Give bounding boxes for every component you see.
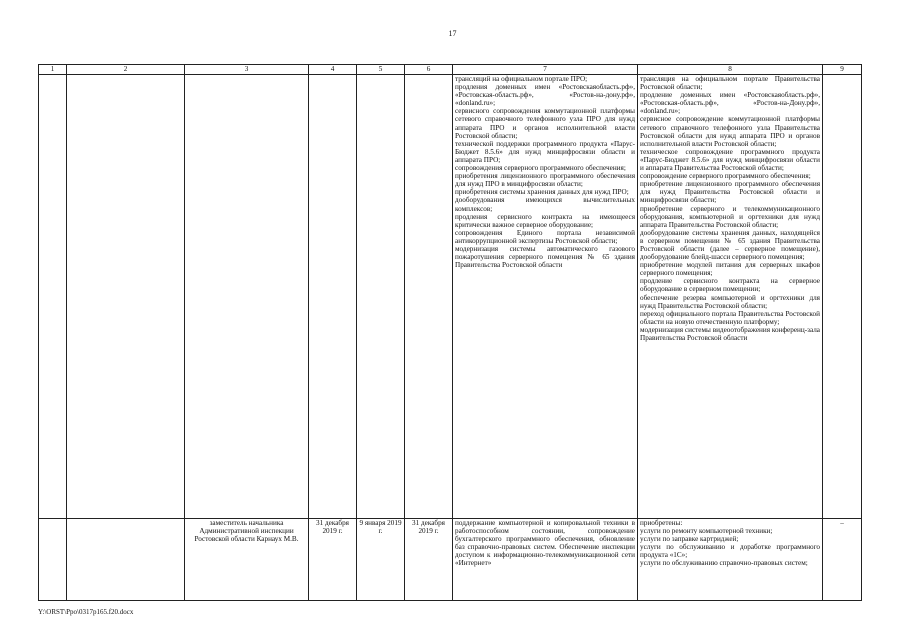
column-number-row	[39, 65, 862, 75]
table-cell	[309, 75, 357, 519]
list-item: приобретения лицензионного программного обеспечения для нужд ПРО в минцифросвязи области;	[455, 172, 635, 189]
list-item: трансляция на официальном портале Правительства Ростовской области;	[640, 75, 820, 92]
list-item: сервисное сопровождение коммутационной платформы сетевого справочного телефонного узла Правительства Ростовской области для нужд аппарата ПРО и органов исполнительной власти Ростовской области;	[640, 115, 820, 148]
results-cell	[638, 519, 823, 601]
list-item: модернизация системы автоматического газового пожаротушения серверного помещения № 65 здания Правительства Ростовской области	[455, 244, 635, 270]
table-cell	[357, 75, 405, 519]
list-item: приобретение лицензионного программного обеспечения для нужд Правительства Ростовской области и минцифросвязи области;	[640, 180, 820, 205]
measures-cell	[453, 75, 638, 519]
list-item: обеспечение резерва компьютерной и оргтехники для нужд Правительства Ростовской области;	[640, 293, 820, 310]
list-item: сопровождения Единого портала независимой антикоррупционной экспертизы Ростовской области;	[455, 228, 635, 245]
list-item: сопровождения серверного программного обеспечения;	[455, 164, 626, 173]
list-item: услуги по заправке картриджей;	[640, 535, 739, 544]
list-item: приобретены:	[640, 519, 683, 527]
list-item: продления сервисного контракта на имеющееся критически важное серверное оборудование;	[455, 212, 635, 229]
table-cell	[67, 519, 185, 601]
results-cell	[638, 75, 823, 519]
column-header: 6	[405, 65, 453, 75]
column-header: 3	[185, 65, 309, 75]
responsible-cell: заместитель начальника Административной инспекции Ростовской области Карнаух М.В.	[185, 519, 309, 601]
column-header: 1	[39, 65, 67, 75]
list-item: сервисного сопровождения коммутационной платформы сетевого справочного телефонного узла ПРО для нужд аппарата ПРО и органов исполнительной власти Ростовской области;	[455, 107, 635, 140]
list-item: сопровождение серверного программного обеспечения;	[640, 172, 811, 181]
column-header: 2	[67, 65, 185, 75]
notes-cell: –	[823, 519, 862, 601]
list-item: приобретение модулей питания для серверных шкафов серверного помещения;	[640, 261, 820, 278]
list-item: услуги по ремонту компьютерной техники;	[640, 527, 773, 536]
file-path: Y:\ORST\Ppo\0317p165.f20.docx	[38, 608, 134, 616]
table-cell	[823, 75, 862, 519]
list-item: продление сервисного контракта на серверное оборудование в серверном помещении;	[640, 277, 820, 294]
list-item: модернизация системы видеоотображения конференц-зала Правительства Ростовской области	[640, 325, 820, 342]
column-header: 7	[453, 65, 638, 75]
column-header: 8	[638, 65, 823, 75]
end-date-cell: 31 декабря 2019 г.	[405, 519, 453, 601]
table-cell	[39, 75, 67, 519]
table-cell	[39, 519, 67, 601]
list-item: услуги по обслуживанию справочно-правовых систем;	[640, 559, 808, 568]
list-item: услуги по обслуживанию и доработке программного продукта «1С»;	[640, 543, 820, 560]
list-item: дооборудования имеющихся вычислительных комплексов;	[455, 196, 635, 213]
column-header: 4	[309, 65, 357, 75]
column-header: 5	[357, 65, 405, 75]
table-row	[39, 75, 862, 519]
list-item: дооборудование системы хранения данных, находящейся в серверном помещении № 65 здания Правительства Ростовской области (далее – серверное помещение), дооборудование блейд-шасси серверного помещения;	[640, 228, 820, 262]
table-row	[39, 519, 862, 601]
list-item: переход официального портала Правительства Ростовской области на новую отечественную платформу;	[640, 309, 820, 326]
start-date-cell: 9 января 2019 г.	[357, 519, 405, 601]
planned-date-cell: 31 декабря 2019 г.	[309, 519, 357, 601]
list-item: техническое сопровождение программного продукта «Парус-Бюджет 8.5.6» для нужд минцифросвязи области и аппарата Правительства Ростовской области;	[640, 147, 820, 173]
page-number: 17	[448, 29, 457, 38]
list-item: технической поддержки программного продукта «Парус-Бюджет 8.5.6» для нужд минцифросвязи области и аппарата ПРО;	[455, 139, 635, 164]
list-item: приобретение серверного и телекоммуникационного оборудования, компьютерной и оргтехники для нужд аппарата Правительства Ростовской области;	[640, 204, 820, 229]
table-cell	[405, 75, 453, 519]
list-item: продление доменных имен «Ростовскаяобласть.рф», «Ростовская-область.рф», «Ростов-на-Дону.рф», «donland.ru»;	[640, 91, 820, 116]
measures-cell: поддержание компьютерной и копировальной техники в работоспособном состоянии, сопровождение бухгалтерского программного обеспечения, обновление баз справочно-правовых систем. Обеспечение инспекции доступом к информационно-телекоммуникационной сети «Интернет»	[453, 519, 638, 601]
column-header: 9	[823, 65, 862, 75]
list-item: трансляций на официальном портале ПРО;	[455, 75, 588, 83]
report-table	[38, 64, 862, 601]
list-item: продления доменных имен «Ростовскаяобласть.рф», «Ростовская-область.рф», «Ростов-на-дону.рф», «donland.ru»;	[455, 83, 635, 108]
table-cell	[67, 75, 185, 519]
table-cell	[185, 75, 309, 519]
list-item: приобретения системы хранения данных для нужд ПРО;	[455, 188, 629, 197]
